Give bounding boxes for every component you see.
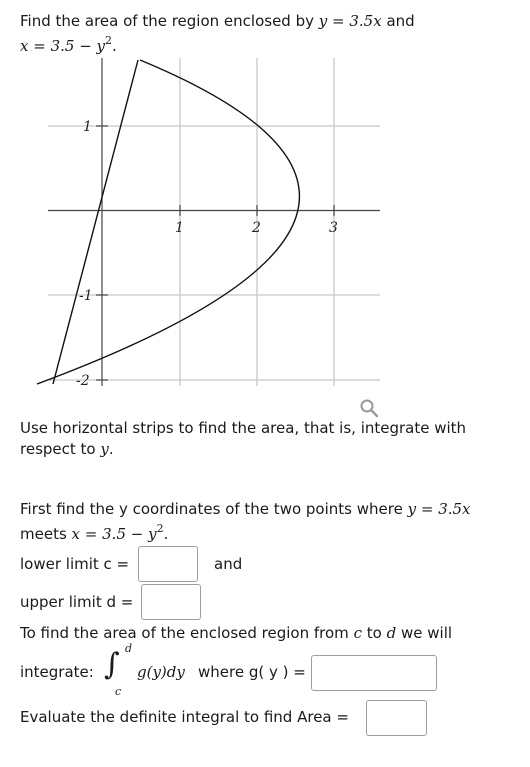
eq1-lhs: y	[318, 12, 328, 30]
question-line-2: $x = 3.5 - y^2$.	[20, 34, 117, 55]
area-suffix: we will	[401, 624, 453, 642]
integral-lower-limit: c	[115, 685, 122, 698]
step1-eq2-exponent: 2	[156, 522, 164, 535]
integrate-label: integrate:	[20, 663, 94, 681]
eq2-exponent: 2	[105, 34, 113, 47]
area-prefix: To find the area of the enclosed region from	[20, 624, 349, 642]
question-line-1: Find the area of the region enclosed by y = 3.5x and	[20, 12, 415, 30]
upper-limit-input[interactable]	[141, 584, 201, 620]
evaluate-label: Evaluate the definite integral to find Area =	[20, 708, 349, 726]
y-tick-neg1: -1	[79, 288, 93, 304]
eq2-rhs: 3.5 − y	[50, 37, 106, 55]
line-curve	[53, 60, 138, 384]
eq1-rhs: 3.5x	[349, 12, 382, 30]
question-and: and	[386, 12, 415, 30]
lower-and: and	[214, 555, 243, 573]
instructions-prefix: respect to	[20, 440, 96, 458]
lower-limit-input[interactable]	[138, 546, 198, 582]
step1-meets: meets	[20, 525, 67, 543]
lower-limit-label: lower limit c =	[20, 555, 130, 573]
y-tick-1: 1	[83, 119, 92, 135]
x-tick-3: 3	[329, 220, 338, 236]
upper-limit-label: upper limit d =	[20, 593, 134, 611]
area-d: d	[386, 624, 397, 642]
step1-eq1-rhs: 3.5x	[438, 500, 471, 518]
integrand: g(y)dy	[137, 663, 185, 681]
step1-line-1: First find the y coordinates of the two points where y = 3.5x	[20, 500, 471, 518]
question-intro: Find the area of the region enclosed by	[20, 12, 314, 30]
area-c: c	[353, 624, 362, 642]
step1-eq2-rhs: 3.5 − y	[102, 525, 157, 543]
step1-text: First find the y coordinates of the two points where	[20, 500, 403, 518]
x-tick-2: 2	[252, 220, 261, 236]
instructions-var: y	[100, 440, 109, 458]
integrand-input[interactable]	[311, 655, 437, 691]
area-to: to	[366, 624, 382, 642]
magnify-icon[interactable]	[358, 397, 380, 419]
integrate-where: where g( y ) =	[198, 663, 306, 681]
step1-eq1-lhs: y	[407, 500, 417, 518]
x-tick-1: 1	[175, 220, 184, 236]
step1-line-2: meets $x = 3.5 - y^2$.	[20, 522, 169, 543]
instructions-suffix: .	[108, 440, 114, 458]
integral-sign: ∫	[104, 647, 120, 682]
step1-eq2-lhs: x	[71, 525, 81, 543]
instructions-line-1: Use horizontal strips to find the area, that is, integrate with	[20, 419, 467, 437]
area-text	[20, 624, 452, 642]
y-tick-neg2: -2	[76, 373, 90, 389]
step1-period: .	[163, 525, 169, 543]
instructions-line-2	[20, 440, 114, 458]
area-input[interactable]	[366, 700, 427, 736]
eq2-lhs: x	[20, 37, 29, 55]
eq2-period: .	[112, 37, 117, 55]
integral-upper-limit: d	[125, 642, 133, 655]
